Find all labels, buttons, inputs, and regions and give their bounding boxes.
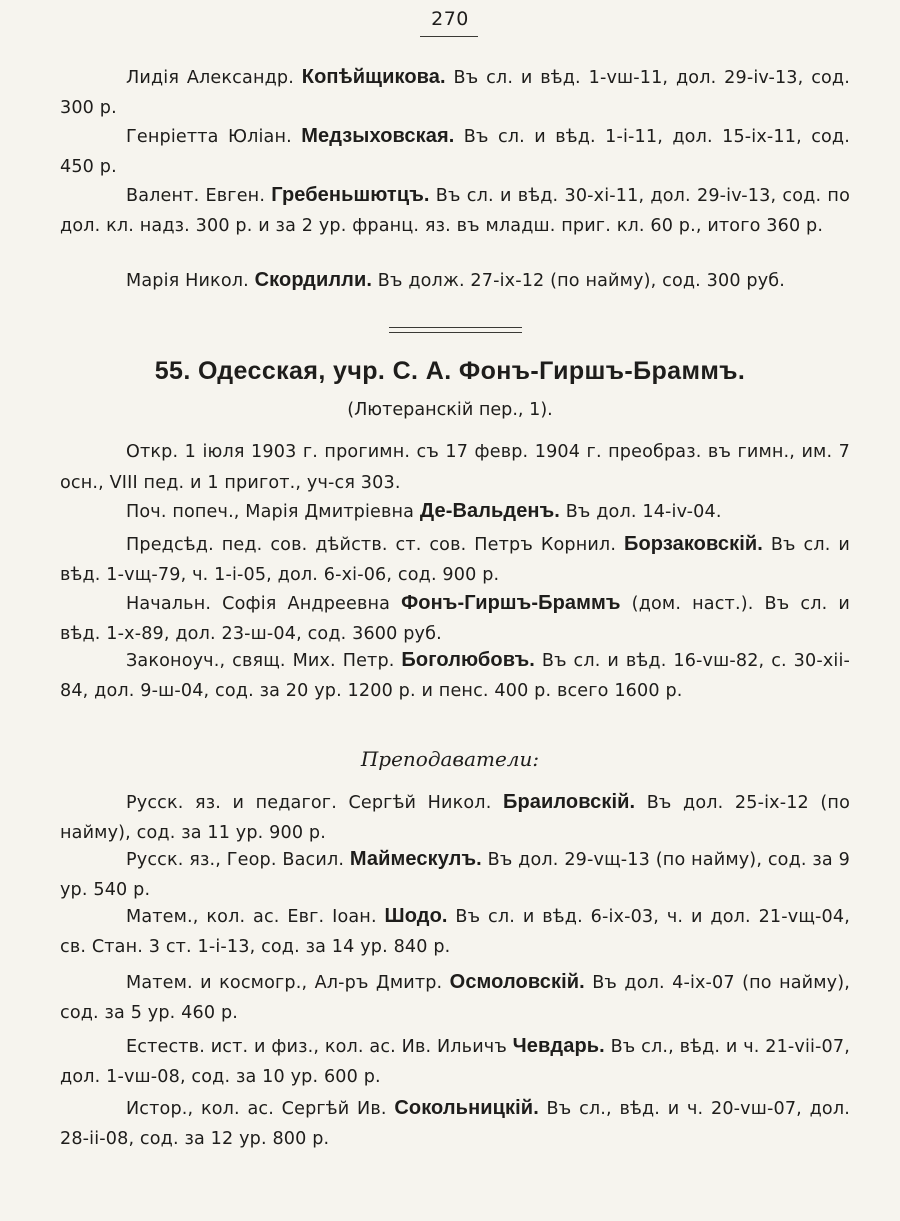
person-surname: Браиловскій.	[502, 791, 636, 813]
entry-text-before: Матем. и космогр., Ал-ръ Дмитр.	[126, 973, 450, 993]
entry-text-after: Въ сл., вѣд. и ч. 21-vii-07, дол. 1-vш-08, сод. за 10 ур. 600 р.	[60, 1037, 850, 1087]
entry-text-before: Предсѣд. пед. сов. дѣйств. ст. сов. Петръ Корнил.	[126, 535, 624, 555]
teacher-entry	[60, 787, 850, 848]
entry-text-after: Въ сл. и вѣд. 6-ix-03, ч. и дол. 21-vщ-04, св. Стан. 3 ст. 1-i-13, сод. за 14 ур. 840 р.	[60, 907, 850, 957]
teacher-entry	[60, 844, 850, 905]
entry-text-after: Въ дол. 25-ix-12 (по найму), сод. за 11 ур. 900 р.	[60, 793, 850, 843]
page-number-rule	[420, 36, 478, 37]
entry-text-after: Въ сл. и вѣд. 1-vщ-79, ч. 1-i-05, дол. 6-xi-06, сод. 900 р.	[60, 535, 850, 585]
entry-text-after: Въ сл. и вѣд. 16-vш-82, с. 30-xii-84, дол. 9-ш-04, сод. за 20 ур. 1200 р. и пенс. 400 р. всего 1600 р.	[60, 651, 850, 701]
entry-text-after: Въ сл., вѣд. и ч. 20-vш-07, дол. 28-ii-08, сод. за 12 ур. 800 р.	[60, 1099, 850, 1149]
entry-text-after: (дом. наст.). Въ сл. и вѣд. 1-x-89, дол. 23-ш-04, сод. 3600 руб.	[60, 594, 850, 644]
person-surname: Скордилли.	[254, 269, 373, 291]
entry-text-before: Откр. 1 іюля 1903 г. прогимн. съ 17 февр. 1904 г. преобраз. въ гимн., им. 7 осн., VIII пед. и 1 пригот., уч-ся 303.	[60, 442, 850, 493]
entry-text-after: Въ дол. 29-vщ-13 (по найму), сод. за 9 ур. 540 р.	[60, 850, 850, 900]
entry-text-after: Въ дол. 14-iv-04.	[559, 502, 722, 522]
entry-text-before: Марія Никол.	[126, 271, 255, 291]
entry-text-before: Валент. Евген.	[126, 186, 272, 206]
person-surname: Фонъ-Гиршъ-Браммъ	[401, 592, 621, 614]
staff-entry	[60, 265, 850, 296]
person-surname: Медзыховская.	[301, 125, 455, 147]
section-title: 55. Одесская, учр. С. А. Фонъ-Гиршъ-Браммъ.	[154, 357, 746, 385]
person-surname: Шодо.	[384, 905, 448, 927]
entry-text-before: Истор., кол. ас. Сергѣй Ив.	[126, 1099, 395, 1119]
entry-text-after: Въ дол. 4-ix-07 (по найму), сод. за 5 ур. 460 р.	[60, 973, 850, 1023]
person-surname: Де-Вальденъ.	[419, 500, 560, 522]
teacher-entry	[60, 1031, 850, 1092]
person-surname: Копѣйщикова.	[301, 66, 446, 88]
staff-entry	[60, 180, 850, 241]
section-divider	[389, 327, 522, 333]
teacher-entry	[60, 901, 850, 962]
entry-text-before: Генріетта Юліан.	[126, 127, 302, 147]
staff-entry	[60, 588, 850, 649]
teacher-entry	[60, 1093, 850, 1154]
entry-text-before: Поч. попеч., Марія Дмитріевна	[126, 502, 420, 522]
entry-text-after: Въ долж. 27-ix-12 (по найму), сод. 300 руб.	[372, 271, 786, 291]
person-surname: Гребеньшютцъ.	[271, 184, 430, 206]
person-surname: Боголюбовъ.	[401, 649, 535, 671]
entry-text-before: Естеств. ист. и физ., кол. ас. Ив. Ильичъ	[126, 1037, 513, 1057]
person-surname: Маймескулъ.	[349, 848, 482, 870]
entry-text-before: Матем., кол. ас. Евг. Іоан.	[126, 907, 385, 927]
staff-entry	[60, 496, 850, 527]
teachers-heading: Преподаватели:	[360, 747, 540, 771]
institution-info	[60, 437, 850, 498]
teacher-entry	[60, 967, 850, 1028]
staff-entry	[60, 645, 850, 706]
page-number: 270	[431, 8, 469, 30]
entry-text-before: Лидія Александр.	[126, 68, 302, 88]
person-surname: Сокольницкій.	[394, 1097, 539, 1119]
staff-entry	[60, 529, 850, 590]
entry-text-before: Русск. яз. и педагог. Сергѣй Никол.	[126, 793, 503, 813]
section-address: (Лютеранскій пер., 1).	[347, 400, 553, 420]
person-surname: Борзаковскій.	[623, 533, 763, 555]
person-surname: Чевдарь.	[512, 1035, 605, 1057]
staff-entry	[60, 62, 850, 123]
entry-text-before: Русск. яз., Геор. Васил.	[126, 850, 350, 870]
entry-text-after: Въ сл. и вѣд. 1-vш-11, дол. 29-iv-13, сод. 300 р.	[60, 68, 850, 118]
staff-entry	[60, 121, 850, 182]
person-surname: Осмоловскій.	[449, 971, 585, 993]
entry-text-after: Въ сл. и вѣд. 30-xi-11, дол. 29-iv-13, сод. по дол. кл. надз. 300 р. и за 2 ур. франц. яз. въ младш. приг. кл. 60 р., итого 360 р.	[60, 186, 850, 236]
entry-text-before: Начальн. Софія Андреевна	[126, 594, 402, 614]
entry-text-after: Въ сл. и вѣд. 1-i-11, дол. 15-ix-11, сод. 450 р.	[60, 127, 850, 177]
entry-text-before: Законоуч., свящ. Мих. Петр.	[126, 651, 402, 671]
